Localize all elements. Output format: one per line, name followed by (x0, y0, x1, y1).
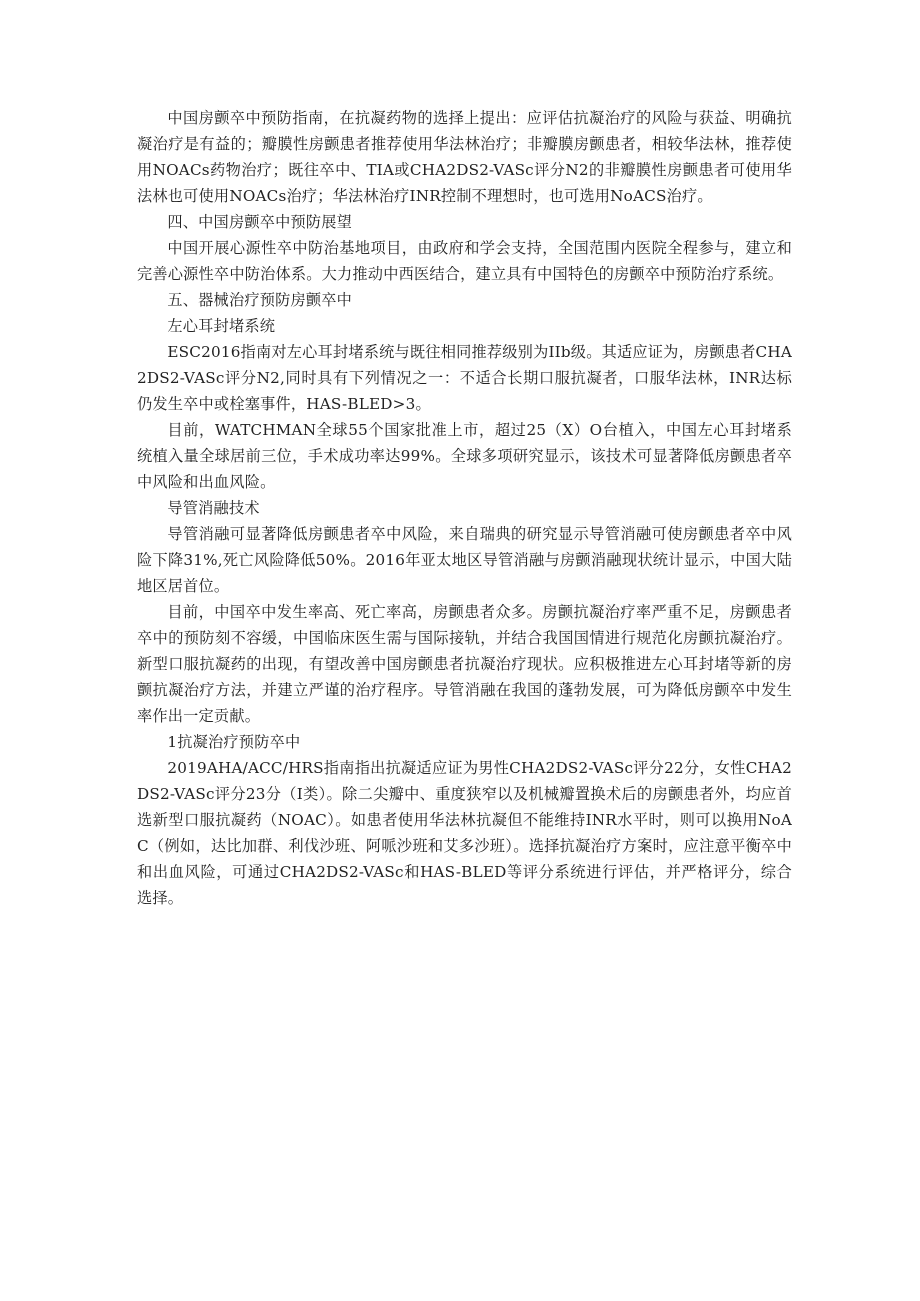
section-heading-outlook: 四、中国房颤卒中预防展望 (167, 213, 353, 231)
document-body (137, 105, 792, 911)
paragraph-esc2016-indications: ESC2016指南对左心耳封堵系统与既往相同推荐级别为IIb级。其适应证为，房颤患者CHA2DS2-VASc评分N2,同时具有下列情况之一：不适合长期口服抗凝者，口服华法林，INR达标仍发生卒中或栓塞事件，HAS-BLED>3。 (137, 343, 792, 413)
subheading-laa-occlusion: 左心耳封堵系统 (167, 317, 276, 335)
paragraph-ablation-outcomes: 导管消融可显著降低房颤患者卒中风险，来自瑞典的研究显示导管消融可使房颤患者卒中风险下降31%,死亡风险降低50%。2016年亚太地区导管消融与房颤消融现状统计显示，中国大陆地区居首位。 (137, 525, 792, 595)
paragraph-watchman-status: 目前，WATCHMAN全球55个国家批准上市，超过25（X）O台植入，中国左心耳封堵系统植入量全球居前三位，手术成功率达99%。全球多项研究显示，该技术可显著降低房颤患者卒中风险和出血风险。 (137, 421, 792, 491)
section-heading-device-therapy: 五、器械治疗预防房颤卒中 (167, 291, 353, 309)
paragraph-current-situation: 目前，中国卒中发生率高、死亡率高，房颤患者众多。房颤抗凝治疗率严重不足，房颤患者卒中的预防刻不容缓，中国临床医生需与国际接轨，并结合我国国情进行规范化房颤抗凝治疗。新型口服抗凝药的出现，有望改善中国房颤患者抗凝治疗现状。应积极推进左心耳封堵等新的房颤抗凝治疗方法，并建立严谨的治疗程序。导管消融在我国的蓬勃发展，可为降低房颤卒中发生率作出一定贡献。 (137, 603, 792, 725)
subheading-anticoagulation-prevention: 1抗凝治疗预防卒中 (167, 733, 301, 751)
paragraph-stroke-prevention-base: 中国开展心源性卒中防治基地项目，由政府和学会支持，全国范围内医院全程参与，建立和完善心源性卒中防治体系。大力推动中西医结合，建立具有中国特色的房颤卒中预防治疗系统。 (137, 239, 792, 283)
paragraph-aha-acc-hrs-2019: 2019AHA/ACC/HRS指南指出抗凝适应证为男性CHA2DS2-VASc评分22分，女性CHA2DS2-VASc评分23分（I类）。除二尖瓣中、重度狭窄以及机械瓣置换术后的房颤患者外，均应首选新型口服抗凝药（NOAC）。如患者使用华法林抗凝但不能维持INR水平时，则可以换用NoAC（例如，达比加群、利伐沙班、阿哌沙班和艾多沙班）。选择抗凝治疗方案时，应注意平衡卒中和出血风险，可通过CHA2DS2-VASc和HAS-BLED等评分系统进行评估，并严格评分，综合选择。 (137, 759, 792, 907)
paragraph-guideline-anticoagulant-selection: 中国房颤卒中预防指南，在抗凝药物的选择上提出：应评估抗凝治疗的风险与获益、明确抗凝治疗是有益的；瓣膜性房颤患者推荐使用华法林治疗；非瓣膜房颤患者，相较华法林，推荐使用NOACs药物治疗；既往卒中、TIA或CHA2DS2-VASc评分N2的非瓣膜性房颤患者可使用华法林也可使用NOACs治疗；华法林治疗INR控制不理想时，也可选用NoACS治疗。 (137, 109, 792, 205)
subheading-catheter-ablation: 导管消融技术 (167, 499, 260, 517)
